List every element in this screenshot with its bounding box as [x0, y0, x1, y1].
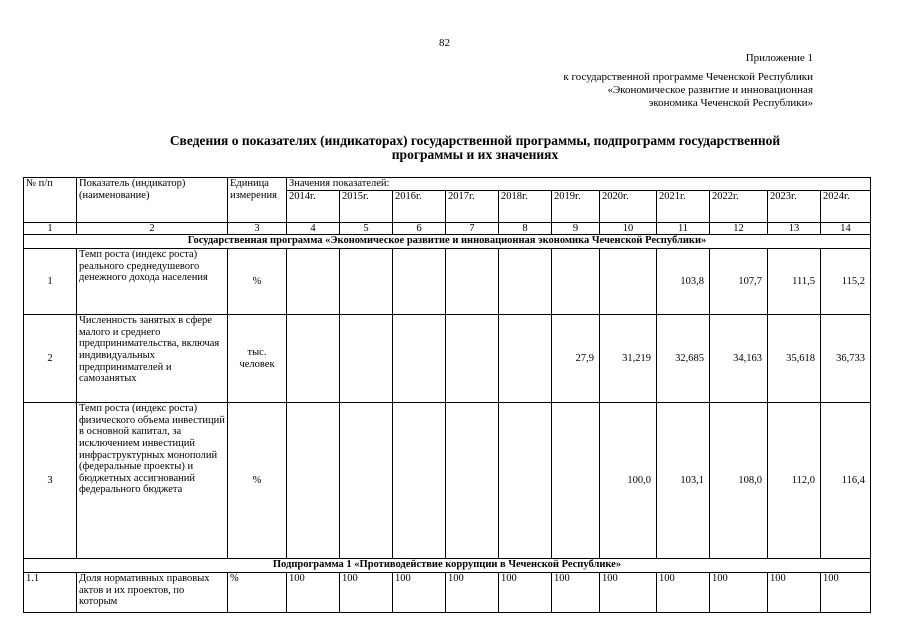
- header-row-1: [24, 178, 871, 191]
- row-num: 2: [24, 315, 77, 403]
- table-row: [24, 403, 871, 559]
- table-row: [24, 573, 871, 613]
- row-value: 100: [552, 573, 600, 613]
- row-indicator: Темп роста (индекс роста) реального среднедушевого денежного дохода населения: [77, 249, 228, 315]
- row-value: [287, 249, 340, 315]
- row-value: [393, 249, 446, 315]
- row-value: 32,685: [657, 315, 710, 403]
- row-value: [499, 315, 552, 403]
- row-num: 1.1: [24, 573, 77, 613]
- row-value: 34,163: [710, 315, 768, 403]
- header-year: 2016г.: [393, 190, 446, 222]
- header-year: 2015г.: [340, 190, 393, 222]
- row-value: [340, 315, 393, 403]
- row-value: 100: [499, 573, 552, 613]
- row-value: 108,0: [710, 403, 768, 559]
- column-number: 5: [340, 222, 393, 235]
- header-year: 2022г.: [710, 190, 768, 222]
- document-title: Сведения о показателях (индикаторах) государственной программы, подпрограмм государственной программы и их значениях: [169, 133, 781, 162]
- annex-label: Приложение 1: [745, 52, 813, 64]
- column-number: 8: [499, 222, 552, 235]
- table-row: [24, 249, 871, 315]
- row-num: 1: [24, 249, 77, 315]
- column-number: 13: [768, 222, 821, 235]
- header-values-group: Значения показателей:: [287, 178, 871, 191]
- row-value: 100: [600, 573, 657, 613]
- column-number: 10: [600, 222, 657, 235]
- row-value: 35,618: [768, 315, 821, 403]
- row-value: 31,219: [600, 315, 657, 403]
- row-value: [340, 403, 393, 559]
- row-value: 36,733: [821, 315, 871, 403]
- row-value: 100: [768, 573, 821, 613]
- row-num: 3: [24, 403, 77, 559]
- row-value: [340, 249, 393, 315]
- row-unit: %: [228, 573, 287, 613]
- column-number: 2: [77, 222, 228, 235]
- row-value: [287, 315, 340, 403]
- page-number: 82: [439, 37, 450, 49]
- row-value: [393, 315, 446, 403]
- header-indicator: Показатель (индикатор) (наименование): [77, 178, 228, 223]
- row-unit: %: [228, 249, 287, 315]
- row-value: [499, 249, 552, 315]
- column-number: 7: [446, 222, 499, 235]
- header-year: 2024г.: [821, 190, 871, 222]
- row-value: 100: [287, 573, 340, 613]
- row-value: [446, 403, 499, 559]
- row-value: [600, 249, 657, 315]
- row-value: 100: [821, 573, 871, 613]
- row-value: 115,2: [821, 249, 871, 315]
- row-indicator: Доля нормативных правовых актов и их проектов, по которым: [77, 573, 228, 613]
- row-value: [446, 249, 499, 315]
- row-value: 100: [393, 573, 446, 613]
- column-number: 9: [552, 222, 600, 235]
- section-row: [24, 559, 871, 573]
- row-value: 112,0: [768, 403, 821, 559]
- annex-text: к государственной программе Чеченской Республики «Экономическое развитие и инновационная экономика Чеченской Республики»: [563, 71, 813, 109]
- row-value: 100: [446, 573, 499, 613]
- row-value: 100: [340, 573, 393, 613]
- column-number: 1: [24, 222, 77, 235]
- row-value: [552, 249, 600, 315]
- row-value: 100,0: [600, 403, 657, 559]
- header-num: № п/п: [24, 178, 77, 223]
- section-title: Подпрограмма 1 «Противодействие коррупции в Чеченской Республике»: [24, 559, 871, 573]
- row-unit: тыс. человек: [228, 315, 287, 403]
- row-value: 111,5: [768, 249, 821, 315]
- header-year: 2020г.: [600, 190, 657, 222]
- row-value: 100: [710, 573, 768, 613]
- row-unit: %: [228, 403, 287, 559]
- header-unit: Единица измерения: [228, 178, 287, 223]
- row-indicator: Численность занятых в сфере малого и среднего предпринимательства, включая индивидуальных предпринимателей и самозанятых: [77, 315, 228, 403]
- row-value: [552, 403, 600, 559]
- row-value: 103,8: [657, 249, 710, 315]
- header-year: 2019г.: [552, 190, 600, 222]
- header-year: 2017г.: [446, 190, 499, 222]
- section-row: [24, 235, 871, 249]
- column-number: 3: [228, 222, 287, 235]
- row-value: [499, 403, 552, 559]
- annex-block: [563, 52, 813, 110]
- header-year: 2021г.: [657, 190, 710, 222]
- column-number-row: [24, 222, 871, 235]
- row-value: [393, 403, 446, 559]
- column-number: 14: [821, 222, 871, 235]
- header-year: 2014г.: [287, 190, 340, 222]
- row-value: [446, 315, 499, 403]
- column-number: 12: [710, 222, 768, 235]
- column-number: 4: [287, 222, 340, 235]
- row-value: 116,4: [821, 403, 871, 559]
- indicators-table: [23, 177, 871, 613]
- table-row: [24, 315, 871, 403]
- column-number: 6: [393, 222, 446, 235]
- row-value: 27,9: [552, 315, 600, 403]
- header-year: 2023г.: [768, 190, 821, 222]
- row-value: 107,7: [710, 249, 768, 315]
- row-value: 100: [657, 573, 710, 613]
- section-title: Государственная программа «Экономическое развитие и инновационная экономика Чеченской Республики»: [24, 235, 871, 249]
- column-number: 11: [657, 222, 710, 235]
- row-indicator: Темп роста (индекс роста) физического объема инвестиций в основной капитал, за исключением инвестиций инфраструктурных монополий (федеральные проекты) и бюджетных ассигнований федерального бюджета: [77, 403, 228, 559]
- row-value: [287, 403, 340, 559]
- header-year: 2018г.: [499, 190, 552, 222]
- row-value: 103,1: [657, 403, 710, 559]
